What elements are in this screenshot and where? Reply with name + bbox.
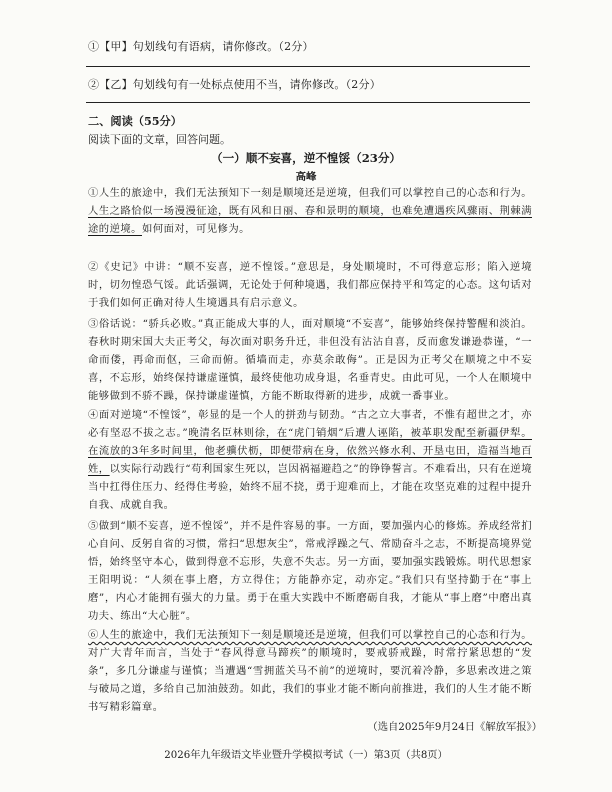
section-heading: 二、阅读（55分） <box>88 114 182 128</box>
p4-underlined: 晚清名臣林则徐，在“虎门销烟”后遭人诬陷，被革职发配至新疆伊犁。在流放的3年多时间里，他老骥伏枥，即便带病在身，依然兴修水利、开垦屯田，造福当地百姓， <box>88 427 532 476</box>
article-source: （选自2025年9月24日《解放军报》） <box>367 721 542 733</box>
paragraph-6 <box>88 626 532 716</box>
p1-underlined: 人生之路恰似一场漫漫征途，既有风和日丽、春和景明的顺境，也难免遭遇疾风骤雨、荆棘满途的逆境。 <box>88 205 532 236</box>
paragraph-2: ②《史记》中讲：“顺不妄喜，逆不惶馁。”意思是，身处顺境时，不可得意忘形；陷入逆境时，切勿惶恐气馁。此话强调，无论处于何种境遇，我们都应保持平和笃定的心态。这句话对于我们如何正确对待人生境遇具有启示意义。 <box>88 261 532 310</box>
question-1: ①【甲】句划线句有语病，请你修改。（2分） <box>88 40 314 53</box>
page-footer: 2026年九年级语文毕业暨升学模拟考试（一）第3页（共8页） <box>164 750 448 761</box>
p1-text-b: 如何面对，可见修为。 <box>141 223 250 236</box>
paragraph-5: ⑤做到“顺不妄喜，逆不惶馁”，并不是件容易的事。一方面，要加强内心的修炼。养成经常扪心自问、反躬自省的习惯，常扫“思想灰尘”，常戒浮躁之气、常励奋斗之志，不断提高境界觉悟，始终坚守本心，做到得意不忘形，失意不失志。另一方面，要加强实践锻炼。明代思想家王阳明说：“人须在事上磨，方立得住；方能静亦定，动亦定。”我们只有坚持勤于在“事上磨”，内心才能拥有强大的力量。勇于在重大实践中不断磨砺自我，才能从“事上磨”中磨出真功夫、练出“大心脏”。 <box>88 520 532 623</box>
p6-wavy-underlined: ⑥人生的旅途中，我们无法预知下一刻是顺境还是逆境，但我们可以掌控自己的心态和行为。 <box>88 629 532 641</box>
paragraph-1 <box>88 184 532 238</box>
paragraph-3: ③俗话说：“骄兵必败。”真正能成大事的人，面对顺境“不妄喜”，能够始终保持警醒和淡泊。春秋时期宋国大夫正考父，每次面对职务升迁，非但没有沾沾自喜，反而愈发谦逊恭谨，“一命而偻，再命而伛，三命而俯。循墙而走，亦莫余敢侮”。正是因为正考父在顺境之中不妄喜，不忘形，始终保持谦虚谨慎，最终使他功成身退，名垂青史。由此可见，一个人在顺境中能够做到不骄不躁，保持谦虚谨慎，方能不断取得新的进步，成就一番事业。 <box>88 318 532 403</box>
p1-text-a: ①人生的旅途中，我们无法预知下一刻是顺境还是逆境，但我们可以掌控自己的心态和行为。 <box>88 187 532 199</box>
reading-instruction: 阅读下面的文章，回答问题。 <box>88 133 231 146</box>
answer-line-2[interactable] <box>86 102 530 103</box>
article-author: 高峰 <box>295 171 317 183</box>
p6-text-b: 对广大青年而言，当处于“春风得意马蹄疾”的顺境时，要戒骄戒躁，时常拧紧思想的“发条”，多几分谦虚与谨慎；当遭遇“雪拥蓝关马不前”的逆境时，要沉着冷静，多思索改进之策与破局之道，多给自己加油鼓劲。如此，我们的事业才能不断向前推进，我们的人生才能不断书写精彩篇章。 <box>88 647 532 714</box>
question-2: ②【乙】句划线句有一处标点使用不当，请你修改。（2分） <box>88 78 381 91</box>
p4-text-b: 以实际行动践行“苟利国家生死以，岂因祸福避趋之”的铮铮誓言。不难看出，只有在逆境当中扛得住压力、经得住考验，始终不屈不挠，勇于迎难而上，才能在攻坚克难的过程中提升自我、成就自我。 <box>88 463 532 512</box>
answer-line-1[interactable] <box>86 66 530 67</box>
article-title: （一）顺不妄喜，逆不惶馁（23分） <box>210 151 402 165</box>
p4-text-a: ④面对逆境“不惶馁”，彰显的是一个人的拼劲与韧劲。“古之立大事者，不惟有超世之才，亦必有坚忍不拔之志。” <box>88 409 532 440</box>
paragraph-4 <box>88 406 532 515</box>
